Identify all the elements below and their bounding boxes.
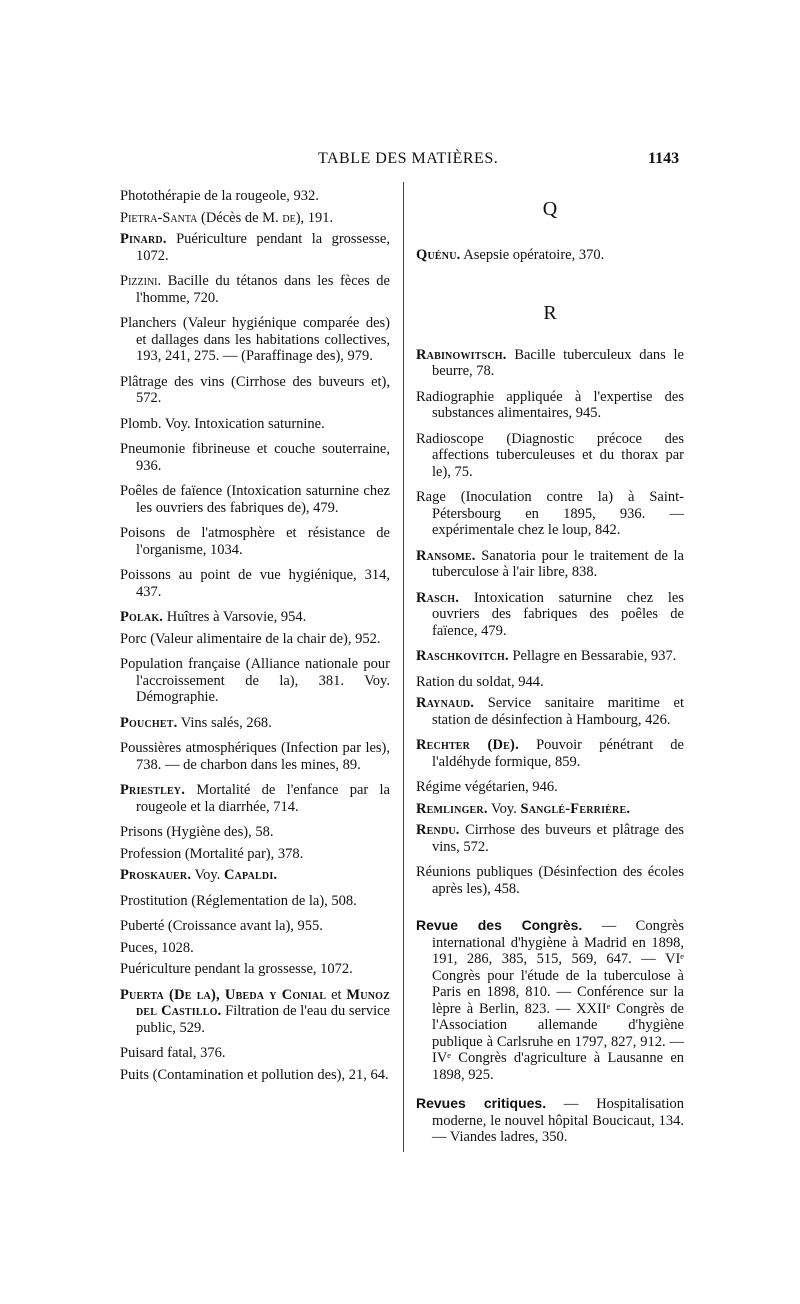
index-entry: Raynaud. Service sanitaire maritime et station de désinfection à Hambourg, 426. xyxy=(416,695,684,728)
index-entry: Puériculture pendant la grossesse, 1072. xyxy=(120,961,353,977)
index-entry: Prostitution (Réglementation de la), 508. xyxy=(120,892,357,909)
index-entry: Puces, 1028. xyxy=(120,939,194,956)
index-entry: Puits (Contamination et pollution des), 21, 64. xyxy=(120,1066,389,1083)
index-entry: Planchers (Valeur hygiénique comparée des) et dallages dans les habitations collectives, 193, 241, 275. — (Paraffinage des), 979. xyxy=(120,315,390,364)
index-entry: Ration du soldat, 944. xyxy=(416,673,544,690)
index-entry: Plomb. Voy. Intoxication saturnine. xyxy=(120,415,325,432)
index-entry: Photothérapie de la rougeole, 932. xyxy=(120,188,319,204)
index-entry: Population française (Alliance nationale pour l'accroissement de la), 381. Voy. Démographie. xyxy=(120,656,390,705)
index-entry: Pietra-Santa (Décès de M. de), 191. xyxy=(120,209,334,226)
index-entry: Plâtrage des vins (Cirrhose des buveurs et), 572. xyxy=(120,373,390,406)
index-entry: Pneumonie fibrineuse et couche souterraine, 936. xyxy=(120,441,390,474)
index-entry: Poêles de faïence (Intoxication saturnine chez les ouvriers des fabriques de), 479. xyxy=(120,483,390,516)
index-entry: Rabinowitsch. Bacille tuberculeux dans le beurre, 78. xyxy=(416,346,684,379)
index-entry: Priestley. Mortalité de l'enfance par la rougeole et la diarrhée, 714. xyxy=(120,782,390,815)
index-entry: Rage (Inoculation contre la) à Saint-Pétersbourg en 1895, 936. — expérimentale chez le loup, 842. xyxy=(416,489,684,538)
index-entry: Polak. Huîtres à Varsovie, 954. xyxy=(120,609,307,625)
index-entry: Revue des Congrès. — Congrès international d'hygiène à Madrid en 1898, 191, 286, 385, 515, 569, 647. — VIᵉ Congrès pour l'étude de la tuberculose à Paris en 1898, 810. — Conférence sur la lèpre à Berlin, 823. — XXIIᵉ Congrès de l'Association allemande d'hygiène publique à Carlsruhe en 1797, 827, 912. — IVᵉ Congrès d'agriculture à Lausanne en 1898, 925. xyxy=(416,917,684,1083)
page-number: 1143 xyxy=(648,150,680,167)
index-entry: Remlinger. Voy. Sanglé-Ferrière. xyxy=(416,800,631,817)
letter-heading-q: Q xyxy=(542,198,558,220)
index-entry: Revues critiques. — Hospitalisation moderne, le nouvel hôpital Boucicaut, 134. — Viandes ladres, 350. xyxy=(416,1095,684,1145)
index-entry: Rasch. Intoxication saturnine chez les ouvriers des fabriques des poêles de faïence, 479. xyxy=(416,589,684,639)
index-entry: Profession (Mortalité par), 378. xyxy=(120,845,304,862)
index-entry: Rendu. Cirrhose des buveurs et plâtrage des vins, 572. xyxy=(416,822,684,855)
index-entry: Puisard fatal, 376. xyxy=(120,1045,226,1061)
index-entry: Régime végétarien, 946. xyxy=(416,779,558,795)
index-entry: Réunions publiques (Désinfection des écoles après les), 458. xyxy=(416,864,684,897)
index-entry: Pinard. Puériculture pendant la grossesse, 1072. xyxy=(120,231,390,264)
index-entry: Poisons de l'atmosphère et résistance de l'organisme, 1034. xyxy=(120,525,390,558)
index-entry: Radioscope (Diagnostic précoce des affections tuberculeuses et du thorax par le), 75. xyxy=(416,430,684,480)
index-column-left xyxy=(120,188,390,1092)
index-entry: Ransome. Sanatoria pour le traitement de la tuberculose à l'air libre, 838. xyxy=(416,547,684,580)
index-entry: Pizzini. Bacille du tétanos dans les fèces de l'homme, 720. xyxy=(120,273,390,306)
index-entry: Raschkovitch. Pellagre en Bessarabie, 937. xyxy=(416,648,677,664)
page-header xyxy=(0,150,800,180)
letter-heading-r: R xyxy=(543,301,557,324)
column-divider xyxy=(403,182,404,1152)
index-entry: Poussières atmosphériques (Infection par les), 738. — de charbon dans les mines, 89. xyxy=(120,740,390,773)
index-entry: Pouchet. Vins salés, 268. xyxy=(120,714,272,731)
index-entry: Rechter (De). Pouvoir pénétrant de l'aldéhyde formique, 859. xyxy=(416,737,684,770)
index-entry: Porc (Valeur alimentaire de la chair de), 952. xyxy=(120,630,381,647)
index-entry: Prisons (Hygiène des), 58. xyxy=(120,824,274,840)
index-entry: Puberté (Croissance avant la), 955. xyxy=(120,918,323,934)
index-entry: Quénu. Asepsie opératoire, 370. xyxy=(416,247,605,263)
index-entry: Radiographie appliquée à l'expertise des substances alimentaires, 945. xyxy=(416,388,684,421)
index-entry: Poissons au point de vue hygiénique, 314, 437. xyxy=(120,567,390,600)
index-entry: Puerta (De la), Ubeda y Conial et Munoz del Castillo. Filtration de l'eau du service public, 529. xyxy=(120,986,390,1036)
index-column-right xyxy=(416,188,684,1155)
index-entry: Proskauer. Voy. Capaldi. xyxy=(120,867,278,883)
running-title: TABLE DES MATIÈRES. xyxy=(318,150,499,167)
